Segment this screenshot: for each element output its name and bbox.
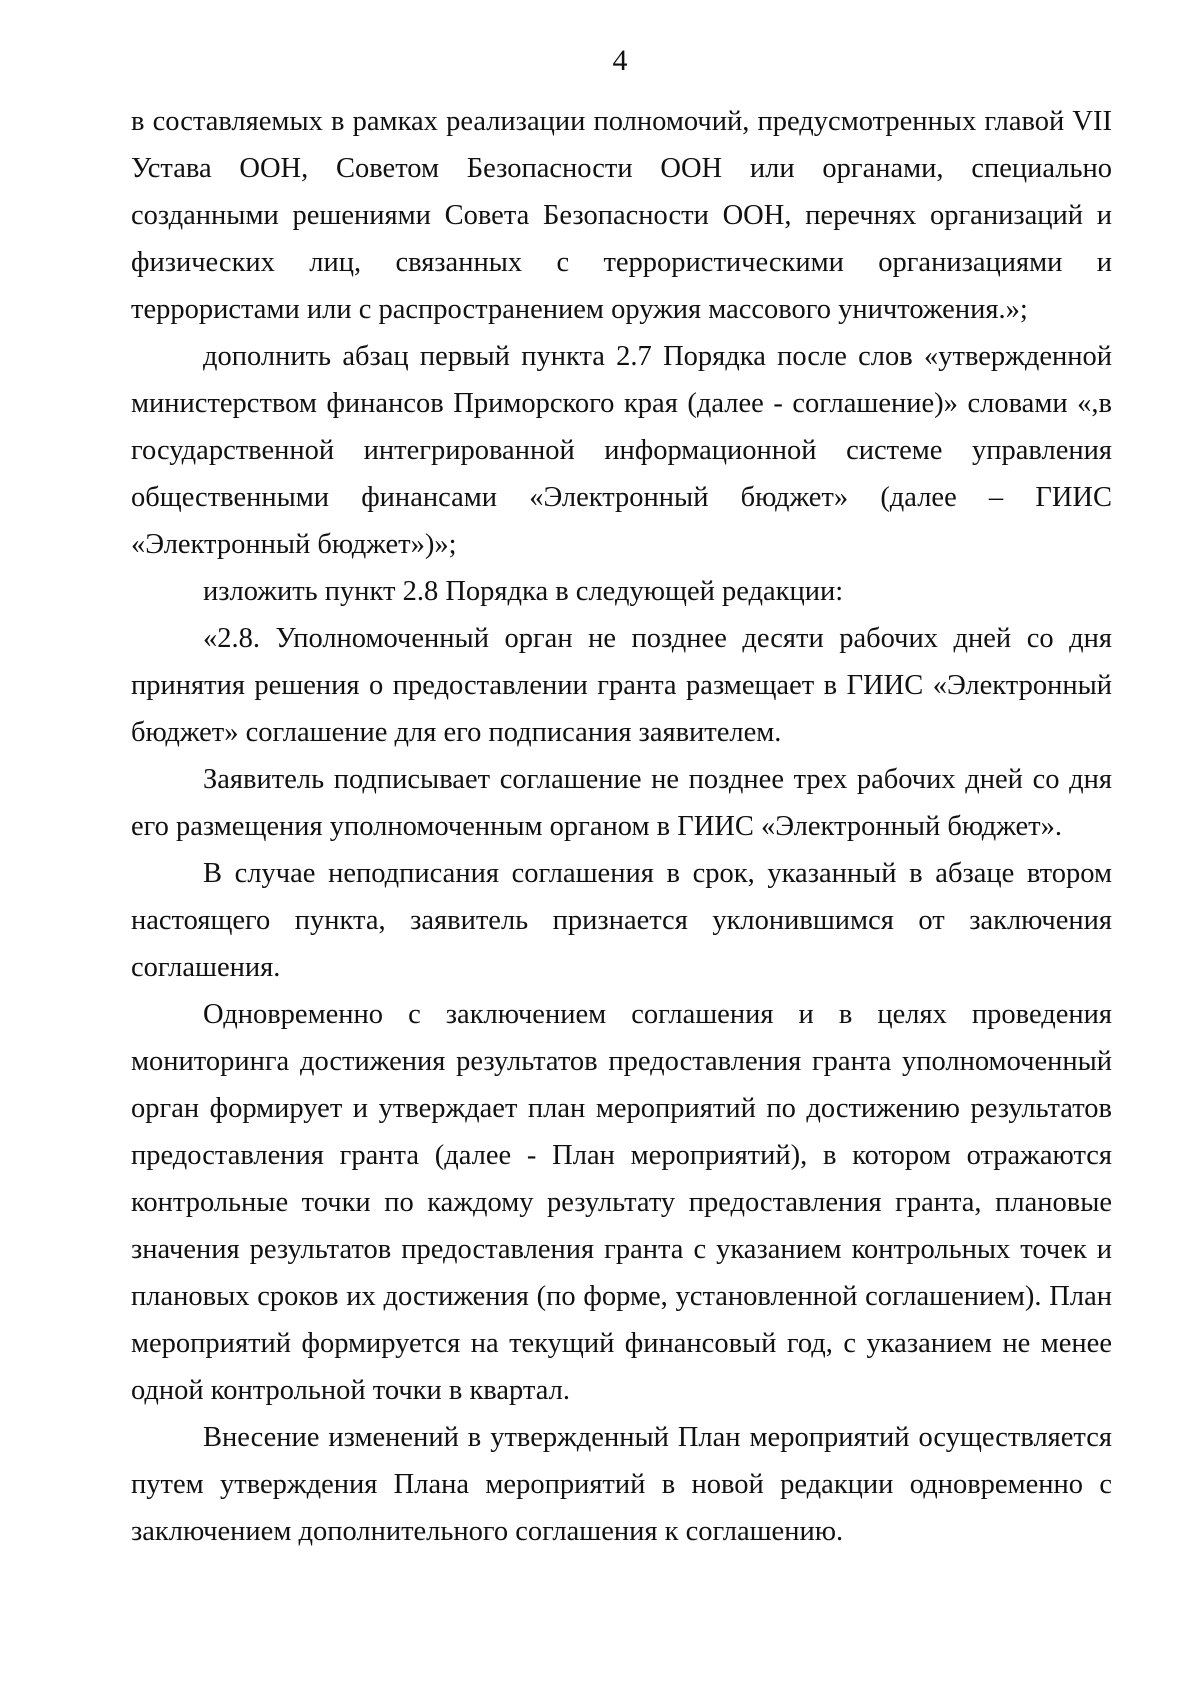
document-body [131,98,1112,1555]
paragraph-non-signing: В случае неподписания соглашения в срок, указанный в абзаце втором настоящего пункта, заявитель признается уклонившимся от заключения соглашения. [131,858,1112,983]
paragraph-un-lists: в составляемых в рамках реализации полномочий, предусмотренных главой VII Устава ООН, Советом Безопасности ООН или органами, специально созданными решениями Совета Безопасности ООН, перечнях организаций и физических лиц, связанных с террористическими организациями и террористами или с распространением оружия массового уничтожения.»; [131,106,1112,325]
paragraph-2-8-text: «2.8. Уполномоченный орган не позднее десяти рабочих дней со дня принятия решения о предоставлении гранта размещает в ГИИС «Электронный бюджет» соглашение для его подписания заявителем. [131,623,1112,748]
paragraph-restate-2-8: изложить пункт 2.8 Порядка в следующей редакции: [203,576,844,607]
page-number: 4 [612,44,628,77]
paragraph-applicant-signs: Заявитель подписывает соглашение не позднее трех рабочих дней со дня его размещения уполномоченным органом в ГИИС «Электронный бюджет». [131,764,1112,842]
paragraph-plan-changes: Внесение изменений в утвержденный План мероприятий осуществляется путем утверждения Плана мероприятий в новой редакции одновременно с заключением дополнительного соглашения к соглашению. [131,1422,1112,1547]
paragraph-amend-2-7: дополнить абзац первый пункта 2.7 Порядка после слов «утвержденной министерством финансов Приморского края (далее - соглашение)» словами «,в государственной интегрированной информационной системе управления общественными финансами «Электронный бюджет» (далее – ГИИС «Электронный бюджет»)»; [131,341,1112,560]
paragraph-action-plan: Одновременно с заключением соглашения и в целях проведения мониторинга достижения результатов предоставления гранта уполномоченный орган формирует и утверждает план мероприятий по достижению результатов предоставления гранта (далее - План мероприятий), в котором отражаются контрольные точки по каждому результату предоставления гранта, плановые значения результатов предоставления гранта с указанием контрольных точек и плановых сроков их достижения (по форме, установленной соглашением). План мероприятий формируется на текущий финансовый год, с указанием не менее одной контрольной точки в квартал. [131,999,1112,1406]
